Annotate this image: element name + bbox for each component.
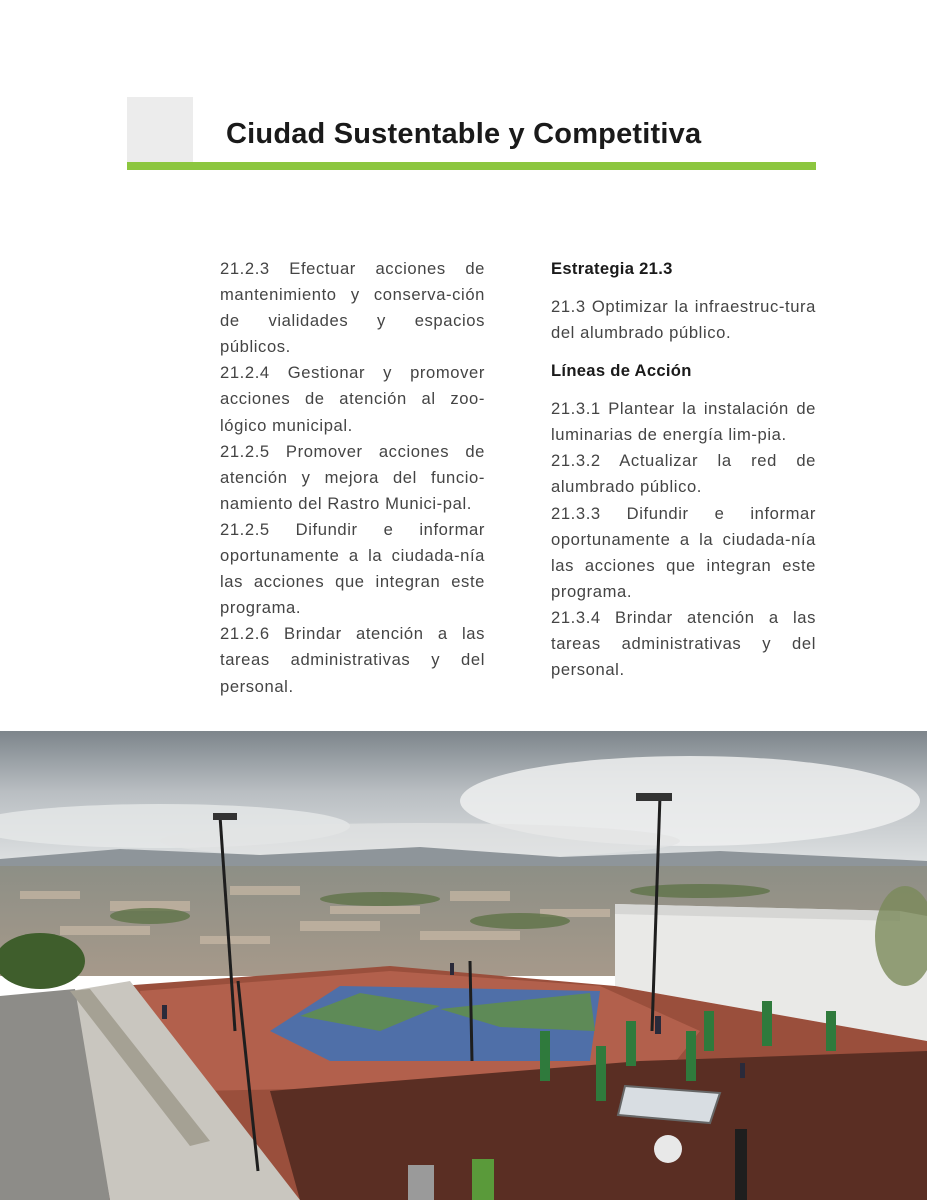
action-item: 21.2.6 Brindar atención a las tareas administrativas y del personal. — [220, 624, 485, 696]
left-text-column — [220, 256, 485, 700]
strategy-text: 21.3 Optimizar la infraestruc-tura del alumbrado público. — [551, 297, 816, 343]
action-item: 21.2.5 Difundir e informar oportunamente a la ciudada-nía las acciones que integran este programa. — [220, 519, 485, 618]
actions-heading: Líneas de Acción — [551, 361, 692, 381]
right-text-column — [551, 256, 816, 683]
action-item: 21.2.3 Efectuar acciones de mantenimiento y conserva-ción de vialidades y espacios públicos. — [220, 259, 485, 357]
action-item: 21.3.3 Difundir e informar oportunamente a la ciudada-nía las acciones que integran este programa. — [551, 503, 816, 601]
action-item: 21.2.4 Gestionar y promover acciones de atención al zoo-lógico municipal. — [220, 363, 485, 435]
action-item: 21.3.1 Plantear la instalación de luminarias de energía lim-pia. — [551, 399, 816, 445]
header-accent-square — [127, 97, 193, 162]
action-item: 21.2.5 Promover acciones de atención y mejora del funcio-namiento del Rastro Munici-pal. — [220, 441, 485, 513]
strategy-heading: Estrategia 21.3 — [551, 259, 673, 278]
action-item: 21.3.2 Actualizar la red de alumbrado público. — [551, 451, 816, 497]
page-title: Ciudad Sustentable y Competitiva — [226, 118, 702, 150]
action-item: 21.3.4 Brindar atención a las tareas administrativas y del personal. — [551, 607, 816, 680]
title-underline — [127, 162, 816, 170]
park-photo — [0, 731, 927, 1200]
